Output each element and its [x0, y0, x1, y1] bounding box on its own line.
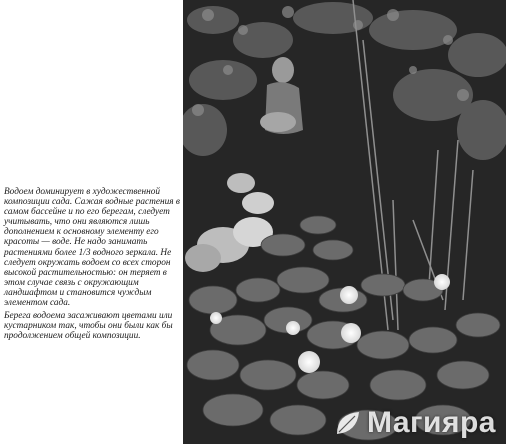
pond-illustration	[183, 0, 506, 444]
water-lily-flower	[340, 286, 358, 304]
water-lily-flower	[298, 351, 320, 373]
photo-caption	[4, 187, 184, 344]
water-lily-flower	[286, 321, 300, 335]
water-lily-flower	[210, 312, 222, 324]
leaf-logo-icon	[333, 408, 363, 438]
water-lily-flower	[341, 323, 361, 343]
watermark-text: Магияра	[367, 406, 496, 439]
water-lily-flower	[434, 274, 450, 290]
caption-paragraph-2: Берега водоема засаживают цветами или кустарником так, чтобы они были как бы продолжением общей композиции.	[4, 311, 173, 342]
watermark	[333, 406, 496, 440]
caption-paragraph-1: Водоем доминирует в художественной композиции сада. Сажая водные растения в самом бассейне и по его берегам, следует учитывать, что они являются лишь дополнением к основному элементу его красоты — воде. Не надо занимать растениями более 1/3 водного зеркала. Не следует окружать водоем со всех сторон высокой растительностью: он теряет в этом случае связь с окружающим ландшафтом и становится чуждым элементом сада.	[4, 187, 180, 309]
garden-pond-photo	[183, 0, 506, 444]
